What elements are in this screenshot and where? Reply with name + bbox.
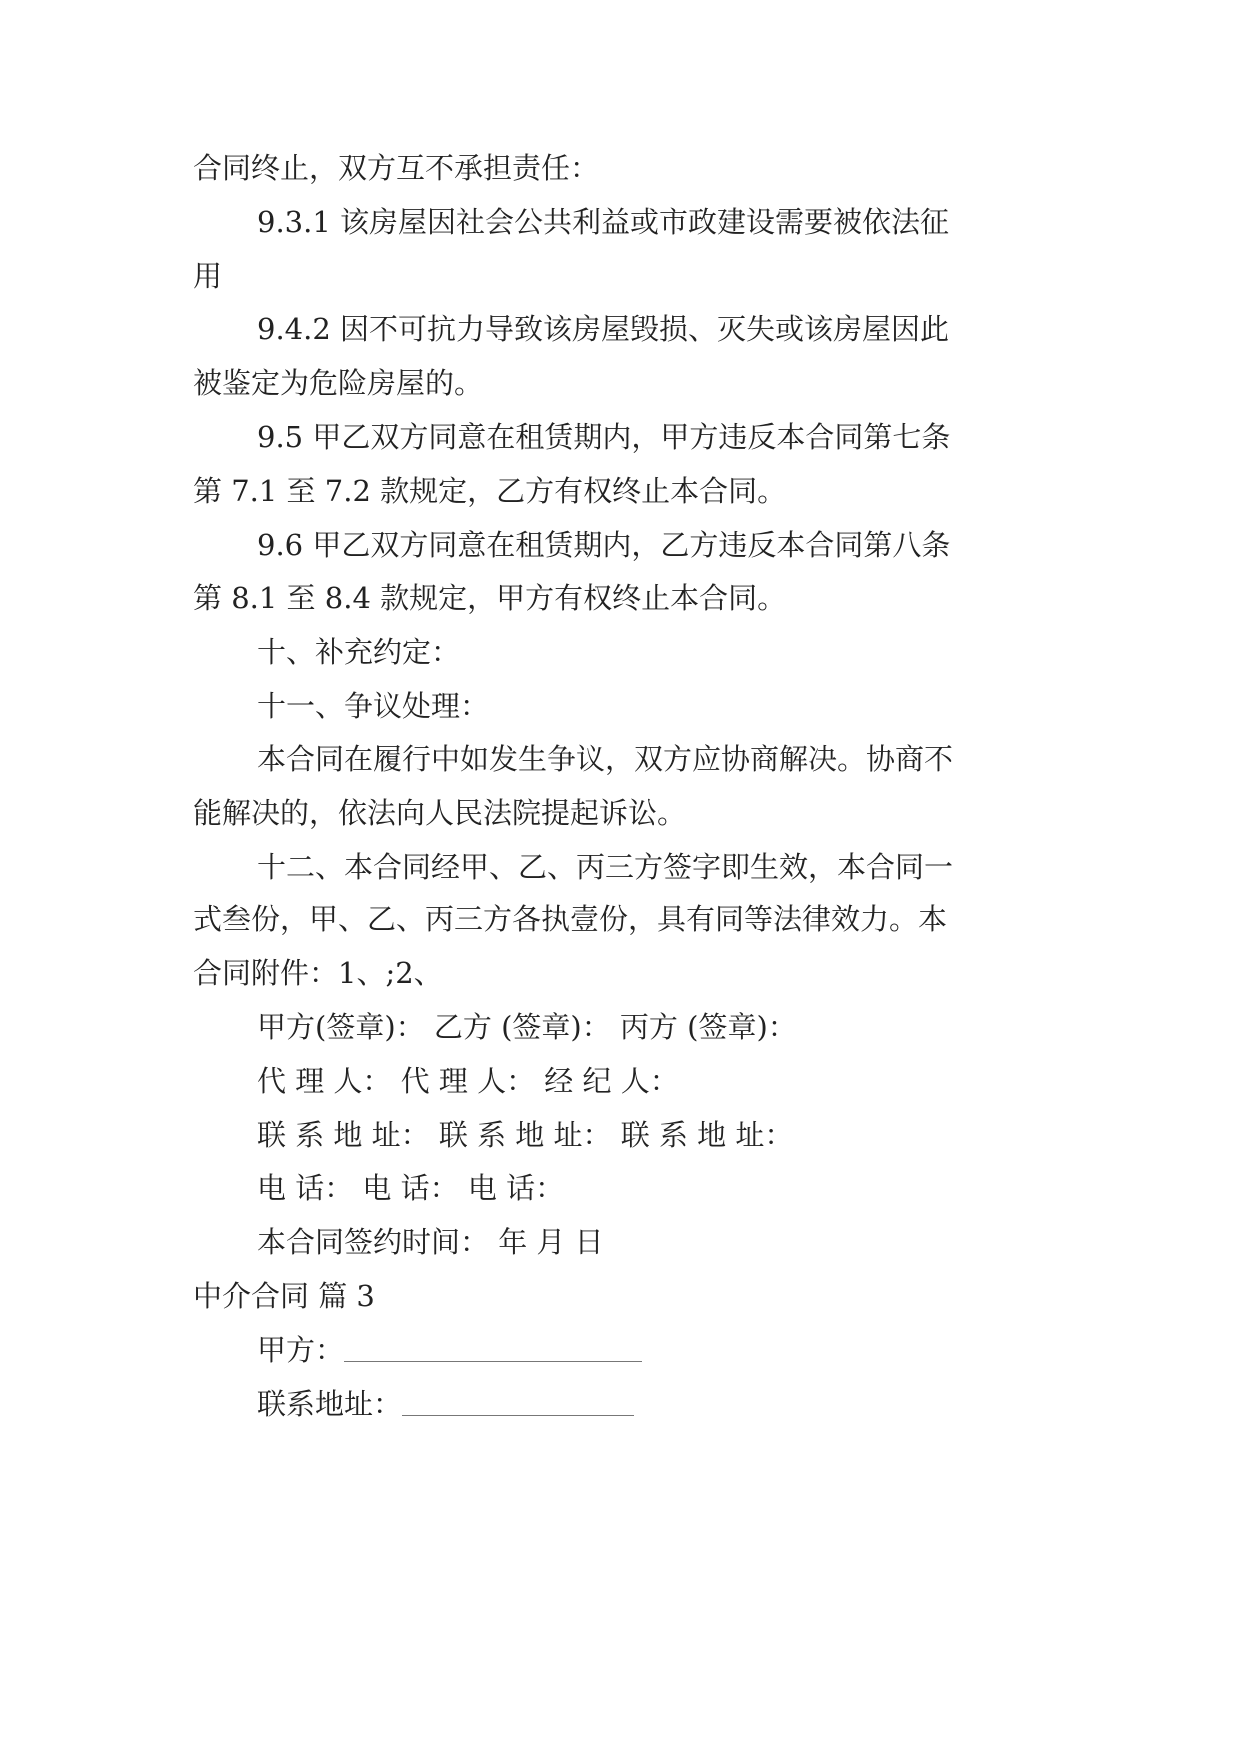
contract-title: 中介合同 篇 3	[193, 1279, 375, 1313]
signature-line: 联 系 地 址： 联 系 地 址： 联 系 地 址：	[257, 1118, 794, 1152]
blank-underline	[402, 1389, 634, 1416]
blank-underline	[344, 1335, 642, 1362]
contact-address-line	[257, 1384, 634, 1424]
paragraph-line: 式叁份，甲、乙、丙三方各执壹份，具有同等法律效力。本	[193, 902, 948, 936]
paragraph-line: 第 7.1 至 7.2 款规定，乙方有权终止本合同。	[193, 474, 787, 508]
paragraph-line: 9.6 甲乙双方同意在租赁期内，乙方违反本合同第八条	[257, 528, 951, 562]
party-a-line	[257, 1330, 642, 1370]
paragraph-line: 9.5 甲乙双方同意在租赁期内，甲方违反本合同第七条	[257, 420, 951, 454]
paragraph-line: 第 8.1 至 8.4 款规定，甲方有权终止本合同。	[193, 581, 787, 615]
signature-line: 代 理 人： 代 理 人： 经 纪 人：	[257, 1064, 679, 1098]
signing-date-line: 本合同签约时间： 年 月 日	[257, 1225, 604, 1259]
section-heading: 十、补充约定：	[257, 635, 461, 669]
paragraph-line: 本合同在履行中如发生争议，双方应协商解决。协商不	[257, 742, 954, 776]
paragraph-line: 9.3.1 该房屋因社会公共利益或市政建设需要被依法征	[257, 205, 950, 239]
paragraph-line: 合同终止，双方互不承担责任：	[193, 151, 600, 185]
signature-line: 电 话： 电 话： 电 话：	[257, 1171, 565, 1205]
paragraph-line: 被鉴定为危险房屋的。	[193, 366, 484, 400]
paragraph-line: 十二、本合同经甲、乙、丙三方签字即生效，本合同一	[257, 850, 954, 884]
paragraph-line: 能解决的，依法向人民法院提起诉讼。	[193, 796, 687, 830]
party-a-label: 甲方：	[257, 1333, 345, 1367]
signature-line: 甲方(签章)： 乙方 (签章)： 丙方 (签章)：	[257, 1010, 797, 1044]
section-heading: 十一、争议处理：	[257, 689, 490, 723]
paragraph-line: 用	[193, 259, 223, 293]
paragraph-line: 9.4.2 因不可抗力导致该房屋毁损、灭失或该房屋因此	[257, 312, 950, 346]
contact-address-label: 联系地址：	[257, 1387, 403, 1421]
paragraph-line: 合同附件：1、;2、	[193, 956, 443, 990]
